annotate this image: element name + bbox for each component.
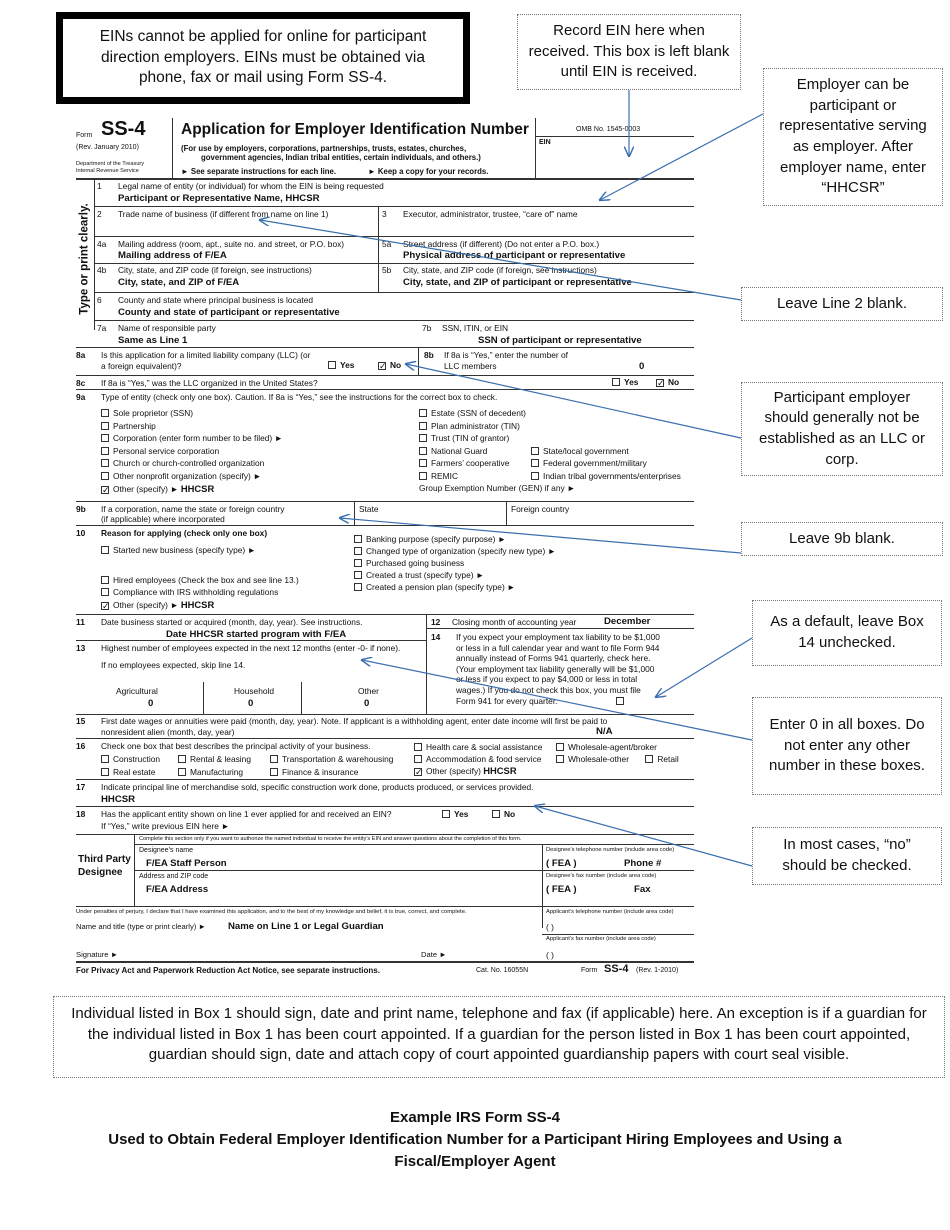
caption-subtitle: Used to Obtain Federal Employer Identification Number for a Participant Hiring Employees and Using a	[108, 1131, 842, 1148]
entity-checkbox[interactable]	[419, 472, 427, 480]
employer-name-note: Employer can be participant or representative serving as employer. After employer name, enter “HHCSR”	[763, 68, 943, 206]
entity-checkbox[interactable]	[531, 447, 539, 455]
enter-zero-note: Enter 0 in all boxes. Do not enter any other number in these boxes.	[752, 697, 942, 795]
reason-checkbox[interactable]	[354, 547, 362, 555]
activity-checkbox[interactable]	[556, 743, 564, 751]
activity-checkbox[interactable]	[270, 768, 278, 776]
household-value: 0	[248, 698, 254, 709]
entity-checkbox[interactable]	[419, 459, 427, 467]
entity-checkbox[interactable]	[531, 472, 539, 480]
reason-checkbox[interactable]	[101, 546, 109, 554]
name-title-value: Name on Line 1 or Legal Guardian	[228, 921, 384, 932]
reason-checkbox[interactable]	[101, 588, 109, 596]
line2-label: Trade name of business (if different from name on line 1)	[118, 209, 329, 219]
entity-checkbox[interactable]	[419, 447, 427, 455]
line1-value: Participant or Representative Name, HHCSR	[118, 193, 320, 204]
entity-checkbox[interactable]	[419, 422, 427, 430]
other-value: 0	[364, 698, 370, 709]
8c-no-checkbox[interactable]	[656, 379, 664, 387]
entity-other-checkbox[interactable]	[101, 486, 109, 494]
reason-checkbox[interactable]	[101, 576, 109, 584]
entity-checkbox[interactable]	[531, 459, 539, 467]
activity-checkbox[interactable]	[645, 755, 653, 763]
reason-checkbox[interactable]	[354, 535, 362, 543]
omb-number: OMB No. 1545-0003	[576, 126, 641, 133]
activity-checkbox[interactable]	[270, 755, 278, 763]
form-ss4: Form SS-4 (Rev. January 2010) Department of the Treasury Internal Revenue Service Application for Employer Identification Number (For use by employers, corporations, partnerships, trusts, estates, churches, government agencies, Indian tribal entities, certain individuals, and others.) ► See separate instructions for each line. ► Keep a copy for your records. OMB No. 1545-0003 EIN Type or print clearly. 1 Legal name of entity (or individual) for whom the EIN is being requested Participant or Representative Name, HHCSR 2 Trade name of business (if different from name on line 1) 3 Executor, administrator, trustee, “care of” name 4a Mailing address (room, apt., suite no. and street, or P.O. box) Mailing address of F/EA 5a Street address (if different) (Do not enter a P.O. box.) Physical address of participant or representative 4b City, state, and ZIP code (if foreign, see instructions) City, state, and ZIP of F/EA 5b City, state, and ZIP code (if foreign, see instructions) City, state, and ZIP of participant or representative 6 County and state where principal business is located County and state of participant or representative 7a Name of responsible party Same as Line 1 7b SSN, ITIN, or EIN SSN of participant or representative 8a Is this application for a limited liability company (LLC) (or a foreign equivalent)? Yes ✓ No 8b If 8a is “Yes,” enter the number of LLC members 0 8c If 8a is “Yes,” was the LLC organized in the United States? Yes ✓ No 9a Type of entity (check only one box). Caution. If 8a is “Yes,” see the instructions for the correct box to check. Sole proprietor (SSN) Partnership Corporation (enter form number to be filed) ► Personal service corporation Church or church-controlled organization Other nonprofit organization (specify) ► ✓Other (specify) ► HHCSR Estate (SSN of decedent) Plan administrator (TIN) Trust (TIN of grantor) National Guard Farmers’ cooperative REMIC Group Exemption Number (GEN) if any ► State/local government Federal government/military Indian tribal governments/enterprises 9b If a corporation, name the state or foreign country (if applicable) where incorporated State Foreign country 10 Reason for applying (check only one box) Started new business (specify type) ► Hired employees (Check the box and see line 13.) Compliance with IRS withholding regulations ✓Other (specify) ► HHCSR Banking purpose (specify purpose) ► Changed type of organization (specify new type) ► Purchased going business Created a trust (specify type) ► Created a pension plan (specify type) ► 11 Date business started or acquired (month, day, year). See instructions. Date HHCSR started program with F/EA 12 Closing month of accounting year December 13 Highest number of employees expected in the next 12 months (enter -0- if none). If no employees expected, skip line 14. Agricultural Household Other 0 0 0 14 If you expect your employment tax liability to be $1,000 or less in a full calendar year and want to file Form 944 annually instead of Forms 941 quarterly, check here. (Your employment tax liability generally will be $1,000 or less if you expect to pay $4,000 or less in total wages.) If you do not check this box, you must file Form 941 for every quarter. 15 First date wages or annuities were paid (month, day, year). Note. If applicant is a withholding agent, enter date income will first be paid to nonresident alien (month, day, year) N/A 16 Check one box that best describes the principal activity of your business. Construction Real estate Rental & leasing Manufacturing Transportation & warehousing Finance & insurance Health care & social assistance Accommodation & food service ✓Other (specify) HHCSR Wholesale-agent/broker Wholesale-other Retail 17 Indicate principal line of merchandise sold, specific construction work done, products produced, or services provided. HHCSR 18 Has the applicant entity shown on line 1 ever applied for and received an EIN? Yes No If “Yes,” write previous EIN here ► Third Party Designee Complete this section only if you want to authorize the named individual to receive the entity’s EIN and answer questions about the completion of this form. Designee’s name F/EA Staff Person Designee’s telephone number (include area code) ( FEA ) Phone # Address and ZIP code F/EA Address Designee’s fax number (include area code) ( FEA ) Fax Under penalties of perjury, I declare that I have examined this application, and to the best of my knowledge and belief, it is true, correct, and complete. Applicant’s telephone number (include area code) Name and title (type or print clearly) ► Name on Line 1 or Legal Guardian ( ) Applicant’s fax number (include area code) Signature ► Date ► ( ) For Privacy Act and Paperwork Reduction Act Notice, see separate instructions. Cat. No. 16055N Form SS-4 (Rev. 1-2010)	[76, 118, 694, 984]
activity-checkbox[interactable]	[101, 755, 109, 763]
line13-label: Highest number of employees expected in the next 12 months (enter -0- if none).	[101, 643, 401, 653]
reason-checkbox[interactable]	[354, 571, 362, 579]
form-label: Form	[76, 132, 93, 139]
entity-right-list: Estate (SSN of decedent) Plan administrator (TIN) Trust (TIN of grantor) National Guard Farmers’ cooperative REMIC Group Exemption Number (GEN) if any ►	[419, 408, 576, 493]
ein-online-note: EINs cannot be applied for online for participant direction employers. EINs must be obtained via phone, fax or mail using Form SS-4.	[56, 12, 470, 104]
reason-other-checkbox[interactable]	[101, 602, 109, 610]
caption-subtitle-2: Fiscal/Employer Agent	[394, 1153, 556, 1170]
form-number: SS-4	[101, 118, 146, 140]
18-yes-checkbox[interactable]	[442, 810, 450, 818]
agricultural-value: 0	[148, 698, 154, 709]
entity-checkbox[interactable]	[101, 472, 109, 480]
box14-note: As a default, leave Box 14 unchecked.	[752, 600, 942, 666]
check-no-note: In most cases, “no” should be checked.	[752, 827, 942, 885]
third-party-designee: Third Party Designee	[78, 854, 131, 878]
activity-checkbox[interactable]	[556, 755, 564, 763]
8c-yes-checkbox[interactable]	[612, 378, 620, 386]
signature-label: Signature ►	[76, 950, 119, 959]
line11-value: Date HHCSR started program with F/EA	[166, 629, 347, 640]
activity-checkbox[interactable]	[178, 768, 186, 776]
ein-box-label: EIN	[539, 139, 551, 146]
line14-checkbox[interactable]	[616, 697, 624, 705]
signature-instructions-note: Individual listed in Box 1 should sign, date and print name, telephone and fax (if applicable) here. An exception is if a guardian for the individual listed in Box 1 has been court appointed. If a guardian for the person listed in Box 1 has been court appointed, guardian should sign, date and attach copy of court appointed guardianship papers with court seal visible.	[53, 996, 945, 1078]
activity-other-checkbox[interactable]	[414, 768, 422, 776]
form-rev: (Rev. January 2010)	[76, 144, 139, 151]
entity-checkbox[interactable]	[101, 459, 109, 467]
9a-label: Type of entity (check only one box). Caution. If 8a is “Yes,” see the instructions for the correct box to check.	[101, 392, 498, 402]
entity-checkbox[interactable]	[101, 422, 109, 430]
9b-label: If a corporation, name the state or foreign country	[101, 504, 285, 514]
form-irs: Internal Revenue Service	[76, 168, 139, 174]
caption-title: Example IRS Form SS-4	[389, 1109, 561, 1126]
8a-no-checkbox[interactable]	[378, 362, 386, 370]
entity-checkbox[interactable]	[419, 409, 427, 417]
entity-checkbox[interactable]	[101, 447, 109, 455]
leave-line2-note: Leave Line 2 blank.	[741, 287, 943, 321]
8a-yes-checkbox[interactable]	[328, 361, 336, 369]
entity-right2-list: State/local government Federal government/military Indian tribal governments/enterprises	[531, 446, 681, 484]
form-title: Application for Employer Identification Number	[181, 121, 529, 138]
form-dept: Department of the Treasury	[76, 161, 145, 167]
activity-checkbox[interactable]	[101, 768, 109, 776]
line14-text: If you expect your employment tax liability to be $1,000 or less in a full calendar year and want to file Form 944 annually instead of Forms 941 quarterly, check here. (Your employment tax liability generally will be $1,000 or less if you expect to pay $4,000 or less in total wages.) If you do not check this box, you must file Form 941 for every quarter.	[456, 632, 660, 706]
record-ein-note: Record EIN here when received. This box is left blank until EIN is received.	[517, 14, 741, 90]
activity-checkbox[interactable]	[414, 743, 422, 751]
entity-checkbox[interactable]	[101, 409, 109, 417]
activity-checkbox[interactable]	[178, 755, 186, 763]
leave-9b-note: Leave 9b blank.	[741, 522, 943, 556]
entity-checkbox[interactable]	[101, 434, 109, 442]
reason-checkbox[interactable]	[354, 583, 362, 591]
entity-checkbox[interactable]	[419, 434, 427, 442]
reason-checkbox[interactable]	[354, 559, 362, 567]
activity-checkbox[interactable]	[414, 755, 422, 763]
side-label: Type or print clearly.	[79, 203, 92, 315]
18-no-checkbox[interactable]	[492, 810, 500, 818]
no-llc-note: Participant employer should generally not be established as an LLC or corp.	[741, 382, 943, 476]
entity-left-list: Sole proprietor (SSN) Partnership Corporation (enter form number to be filed) ► Personal service corporation Church or church-controlled organization Other nonprofit organization (specify) ► ✓Other (specify) ► HHCSR	[101, 408, 283, 496]
